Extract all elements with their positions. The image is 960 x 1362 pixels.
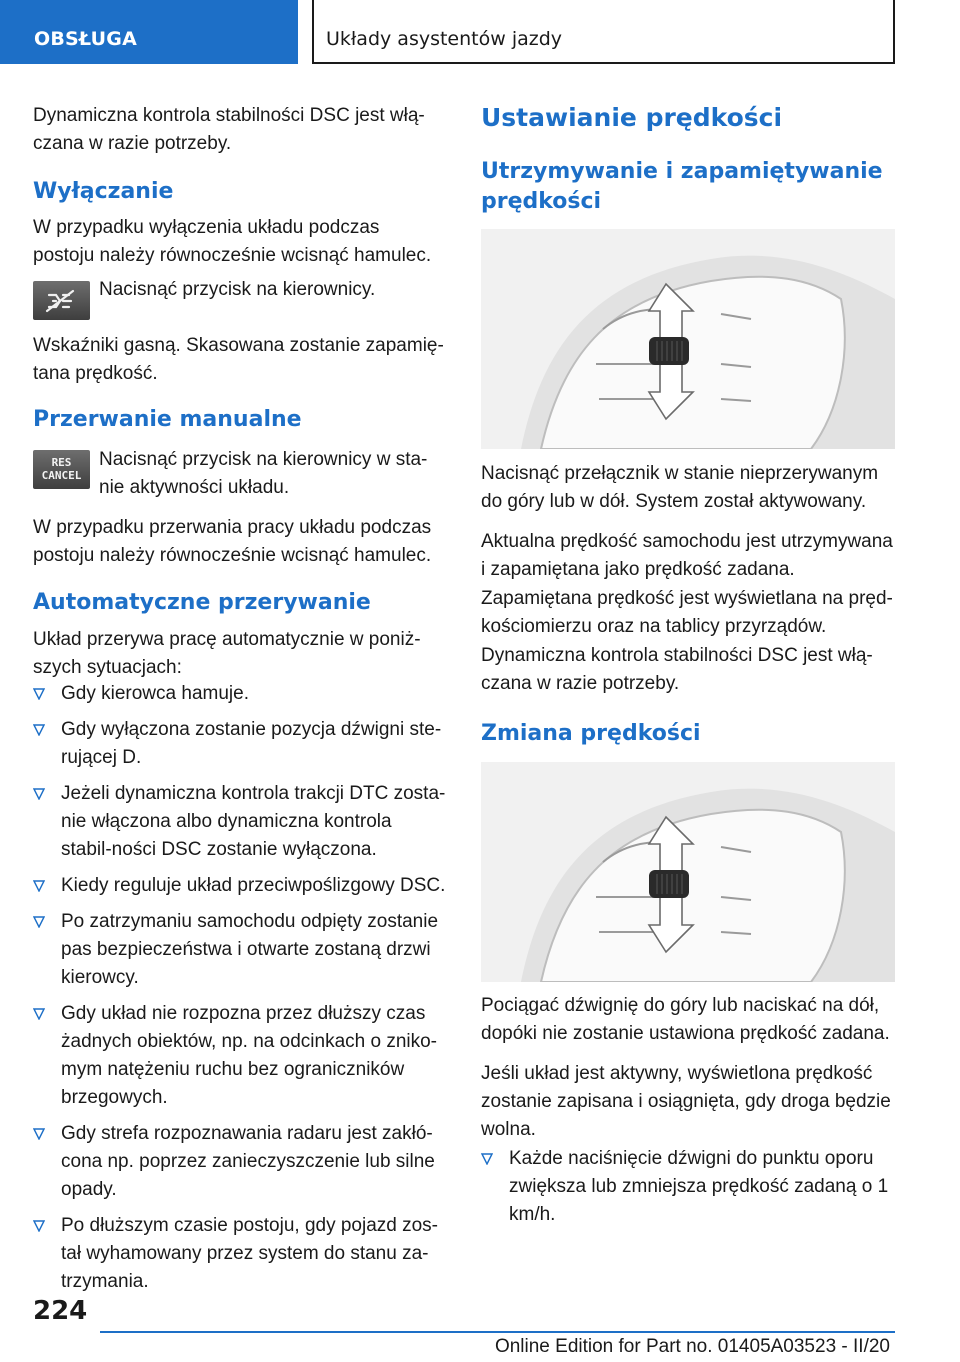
wylaczanie-after: Wskaźniki gasną. Skasowana zostanie zapamię‐tana prędkość. xyxy=(33,335,444,384)
list-item: Gdy strefa rozpoznawania radaru jest zakłó‐cona np. poprzez zanieczyszczenie lub silne opady. xyxy=(33,1120,447,1204)
triangle-bullet-icon xyxy=(33,916,45,928)
section-tab xyxy=(0,0,298,64)
heading-automatyczne: Automatyczne przerywanie xyxy=(33,590,371,615)
utrzymywanie-p4: Dynamiczna kontrola stabilności DSC jest włą‐czana w razie potrzeby. xyxy=(481,645,873,694)
list-item: Gdy wyłączona zostanie pozycja dźwigni ste‐rującej D. xyxy=(33,716,447,772)
utrzymywanie-p3: Zapamiętana prędkość jest wyświetlana na pręd‐kościomierzu oraz na tablicy przyrządów. xyxy=(481,588,893,637)
section-title: OBSŁUGA xyxy=(34,28,137,50)
triangle-bullet-icon xyxy=(33,880,45,892)
res-cancel-button-icon xyxy=(33,450,90,489)
cancel-label: CANCEL xyxy=(41,469,82,482)
list-item: Po dłuższym czasie postoju, gdy pojazd zos‐tał wyhamowany przez system do stanu za‐trzymania. xyxy=(33,1212,447,1296)
steering-wheel-illustration-1 xyxy=(481,229,895,449)
page-number: 224 xyxy=(33,1296,88,1326)
heading-zmiana: Zmiana prędkości xyxy=(481,721,701,746)
zmiana-list xyxy=(481,1145,899,1237)
przerwanie-after: W przypadku przerwania pracy układu podczas postoju należy równocześnie wcisnąć hamulec. xyxy=(33,517,432,566)
list-item: Gdy układ nie rozpozna przez dłuższy czas żadnych obiektów, np. na odcinkach o zniko‐mym natężeniu ruchu bez ograniczników brzegowych. xyxy=(33,1000,447,1112)
chapter-header xyxy=(312,0,895,64)
triangle-bullet-icon xyxy=(33,1220,45,1232)
chapter-title: Układy asystentów jazdy xyxy=(326,28,563,50)
automatyczne-intro: Układ przerywa pracę automatycznie w poniż‐szych sytuacjach: xyxy=(33,629,421,678)
utrzymywanie-p2: Aktualna prędkość samochodu jest utrzymywana i zapamiętana jako prędkość zadana. xyxy=(481,531,893,580)
wylaczanie-paragraph: W przypadku wyłączenia układu podczas postoju należy równocześnie wcisnąć hamulec. xyxy=(33,217,432,266)
triangle-bullet-icon xyxy=(33,1008,45,1020)
footer-divider xyxy=(100,1331,895,1333)
auto-interrupt-list xyxy=(33,680,447,1304)
heading-przerwanie: Przerwanie manualne xyxy=(33,407,302,432)
steering-button-icon xyxy=(33,281,90,320)
triangle-bullet-icon xyxy=(33,724,45,736)
list-item: Po zatrzymaniu samochodu odpięty zostanie pas bezpieczeństwa i otwarte zostaną drzwi kierowcy. xyxy=(33,908,447,992)
zmiana-p1: Pociągać dźwignię do góry lub naciskać na dół, dopóki nie zostanie ustawiona prędkość zadana. xyxy=(481,995,890,1044)
utrzymywanie-p1: Nacisnąć przełącznik w stanie nieprzerywanym do góry lub w dół. System został aktywowany. xyxy=(481,463,879,512)
heading-ustawianie: Ustawianie prędkości xyxy=(481,103,783,132)
triangle-bullet-icon xyxy=(33,788,45,800)
res-label: RES xyxy=(51,456,72,469)
triangle-bullet-icon xyxy=(33,1128,45,1140)
steering-wheel-illustration-2 xyxy=(481,762,895,982)
footer-edition: Online Edition for Part no. 01405A03523 - II/20 xyxy=(494,1336,890,1357)
zmiana-p2: Jeśli układ jest aktywny, wyświetlona prędkość zostanie zapisana i osiągnięta, gdy droga będzie wolna. xyxy=(481,1063,891,1140)
triangle-bullet-icon xyxy=(481,1153,493,1165)
przerwanie-button-text: Nacisnąć przycisk na kierownicy w sta‐nie aktywności układu. xyxy=(99,449,428,498)
heading-utrzymywanie: Utrzymywanie i zapamiętywanie prędkości xyxy=(481,159,883,214)
list-item: Gdy kierowca hamuje. xyxy=(33,680,447,708)
heading-wylaczanie: Wyłączanie xyxy=(33,179,174,204)
triangle-bullet-icon xyxy=(33,688,45,700)
list-item: Każde naciśnięcie dźwigni do punktu oporu zwiększa lub zmniejsza prędkość zadaną o 1 km/h. xyxy=(481,1145,899,1229)
intro-paragraph: Dynamiczna kontrola stabilności DSC jest włą‐czana w razie potrzeby. xyxy=(33,105,425,154)
button-instruction: Nacisnąć przycisk na kierownicy. xyxy=(99,279,376,300)
list-item: Jeżeli dynamiczna kontrola trakcji DTC zosta‐nie włączona albo dynamiczna kontrola stabil‐ności DSC zostanie wyłączona. xyxy=(33,780,447,864)
list-item: Kiedy reguluje układ przeciwpoślizgowy DSC. xyxy=(33,872,447,900)
